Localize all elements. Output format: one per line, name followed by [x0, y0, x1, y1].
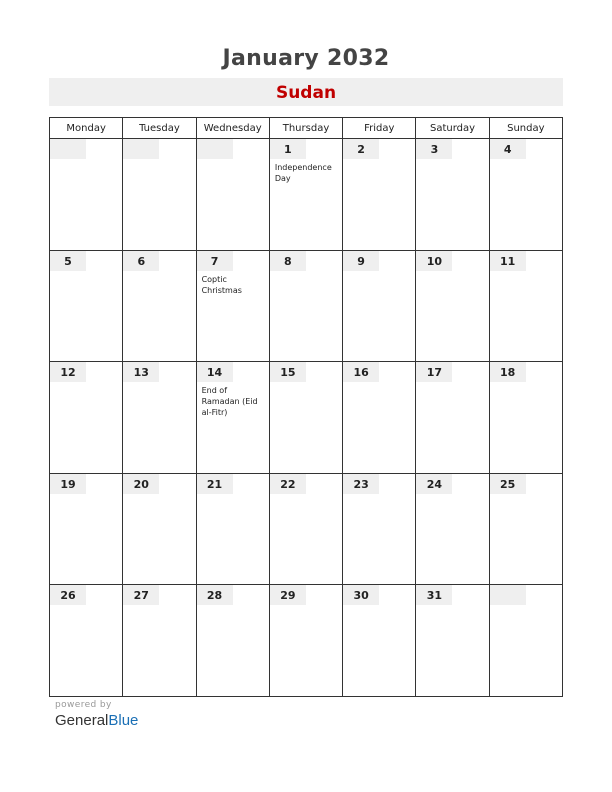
- day-number: 15: [270, 362, 306, 382]
- week-row: [50, 585, 563, 697]
- day-cell: [416, 139, 489, 251]
- weekday-header: Thursday: [269, 118, 342, 139]
- week-row: [50, 473, 563, 585]
- weekday-header: Tuesday: [123, 118, 196, 139]
- weekday-header: Saturday: [416, 118, 489, 139]
- powered-by-text: powered by: [55, 700, 112, 710]
- day-cell: [196, 585, 269, 697]
- day-number: 9: [343, 251, 379, 271]
- day-number: 22: [270, 474, 306, 494]
- country-name: Sudan: [275, 83, 337, 103]
- calendar-title: January 2032: [222, 46, 390, 71]
- empty-day-cell: [196, 139, 269, 251]
- day-cell: [123, 250, 196, 362]
- holiday-label: Independence Day: [274, 163, 332, 183]
- day-number: 6: [123, 251, 159, 271]
- day-number: 10: [416, 251, 452, 271]
- day-cell: [489, 473, 562, 585]
- day-number: 23: [343, 474, 379, 494]
- day-number: 1: [270, 139, 306, 159]
- day-cell: [50, 362, 123, 474]
- day-number: 19: [50, 474, 86, 494]
- day-cell: [123, 362, 196, 474]
- day-number: 13: [123, 362, 159, 382]
- blank-day-header: [50, 139, 86, 159]
- day-number: 30: [343, 585, 379, 605]
- day-cell: [343, 250, 416, 362]
- day-cell: [123, 473, 196, 585]
- week-row: [50, 139, 563, 251]
- day-number: 4: [490, 139, 526, 159]
- day-cell: [50, 250, 123, 362]
- generalblue-logo[interactable]: [55, 712, 138, 729]
- day-number: 26: [50, 585, 86, 605]
- day-cell: [489, 362, 562, 474]
- blank-day-header: [197, 139, 233, 159]
- day-cell: [269, 250, 342, 362]
- day-cell: [416, 250, 489, 362]
- day-number: 28: [197, 585, 233, 605]
- day-number: 24: [416, 474, 452, 494]
- country-banner: [49, 78, 563, 106]
- day-number: 29: [270, 585, 306, 605]
- day-number: 17: [416, 362, 452, 382]
- day-number: 25: [490, 474, 526, 494]
- day-cell: [196, 250, 269, 362]
- day-number: 8: [270, 251, 306, 271]
- weekday-header: Wednesday: [196, 118, 269, 139]
- day-cell: [416, 585, 489, 697]
- day-number: 14: [197, 362, 233, 382]
- brand-general-text: General: [55, 712, 109, 729]
- weekday-header: Sunday: [489, 118, 562, 139]
- day-number: 3: [416, 139, 452, 159]
- weekday-header: Friday: [343, 118, 416, 139]
- blank-day-header: [123, 139, 159, 159]
- day-number: 21: [197, 474, 233, 494]
- weekday-header: Monday: [50, 118, 123, 139]
- day-cell: [416, 473, 489, 585]
- weekday-header-row: [50, 118, 563, 139]
- day-cell: [123, 585, 196, 697]
- day-cell: [269, 473, 342, 585]
- week-row: [50, 362, 563, 474]
- holiday-label: End of Ramadan (Eid al-Fitr): [201, 386, 258, 418]
- day-number: 18: [490, 362, 526, 382]
- day-number: 2: [343, 139, 379, 159]
- day-cell: [489, 139, 562, 251]
- day-cell: [269, 585, 342, 697]
- day-cell: [196, 473, 269, 585]
- holiday-label: Coptic Christmas: [201, 274, 242, 295]
- day-cell: [50, 585, 123, 697]
- day-cell: [196, 362, 269, 474]
- empty-day-cell: [123, 139, 196, 251]
- day-cell: [269, 139, 342, 251]
- day-cell: [416, 362, 489, 474]
- brand-blue-text: Blue: [108, 712, 139, 729]
- day-number: 7: [197, 251, 233, 271]
- day-cell: [343, 362, 416, 474]
- day-cell: [343, 473, 416, 585]
- day-number: 27: [123, 585, 159, 605]
- day-cell: [269, 362, 342, 474]
- day-number: 5: [50, 251, 86, 271]
- day-number: 11: [490, 251, 526, 271]
- day-cell: [50, 473, 123, 585]
- day-number: 16: [343, 362, 379, 382]
- day-number: 31: [416, 585, 452, 605]
- empty-day-cell: [489, 585, 562, 697]
- week-row: [50, 250, 563, 362]
- day-cell: [489, 250, 562, 362]
- day-number: 12: [50, 362, 86, 382]
- day-cell: [343, 585, 416, 697]
- blank-day-header: [490, 585, 526, 605]
- day-number: 20: [123, 474, 159, 494]
- calendar-grid: [49, 117, 563, 697]
- empty-day-cell: [50, 139, 123, 251]
- footer-branding: [55, 700, 138, 729]
- day-cell: [343, 139, 416, 251]
